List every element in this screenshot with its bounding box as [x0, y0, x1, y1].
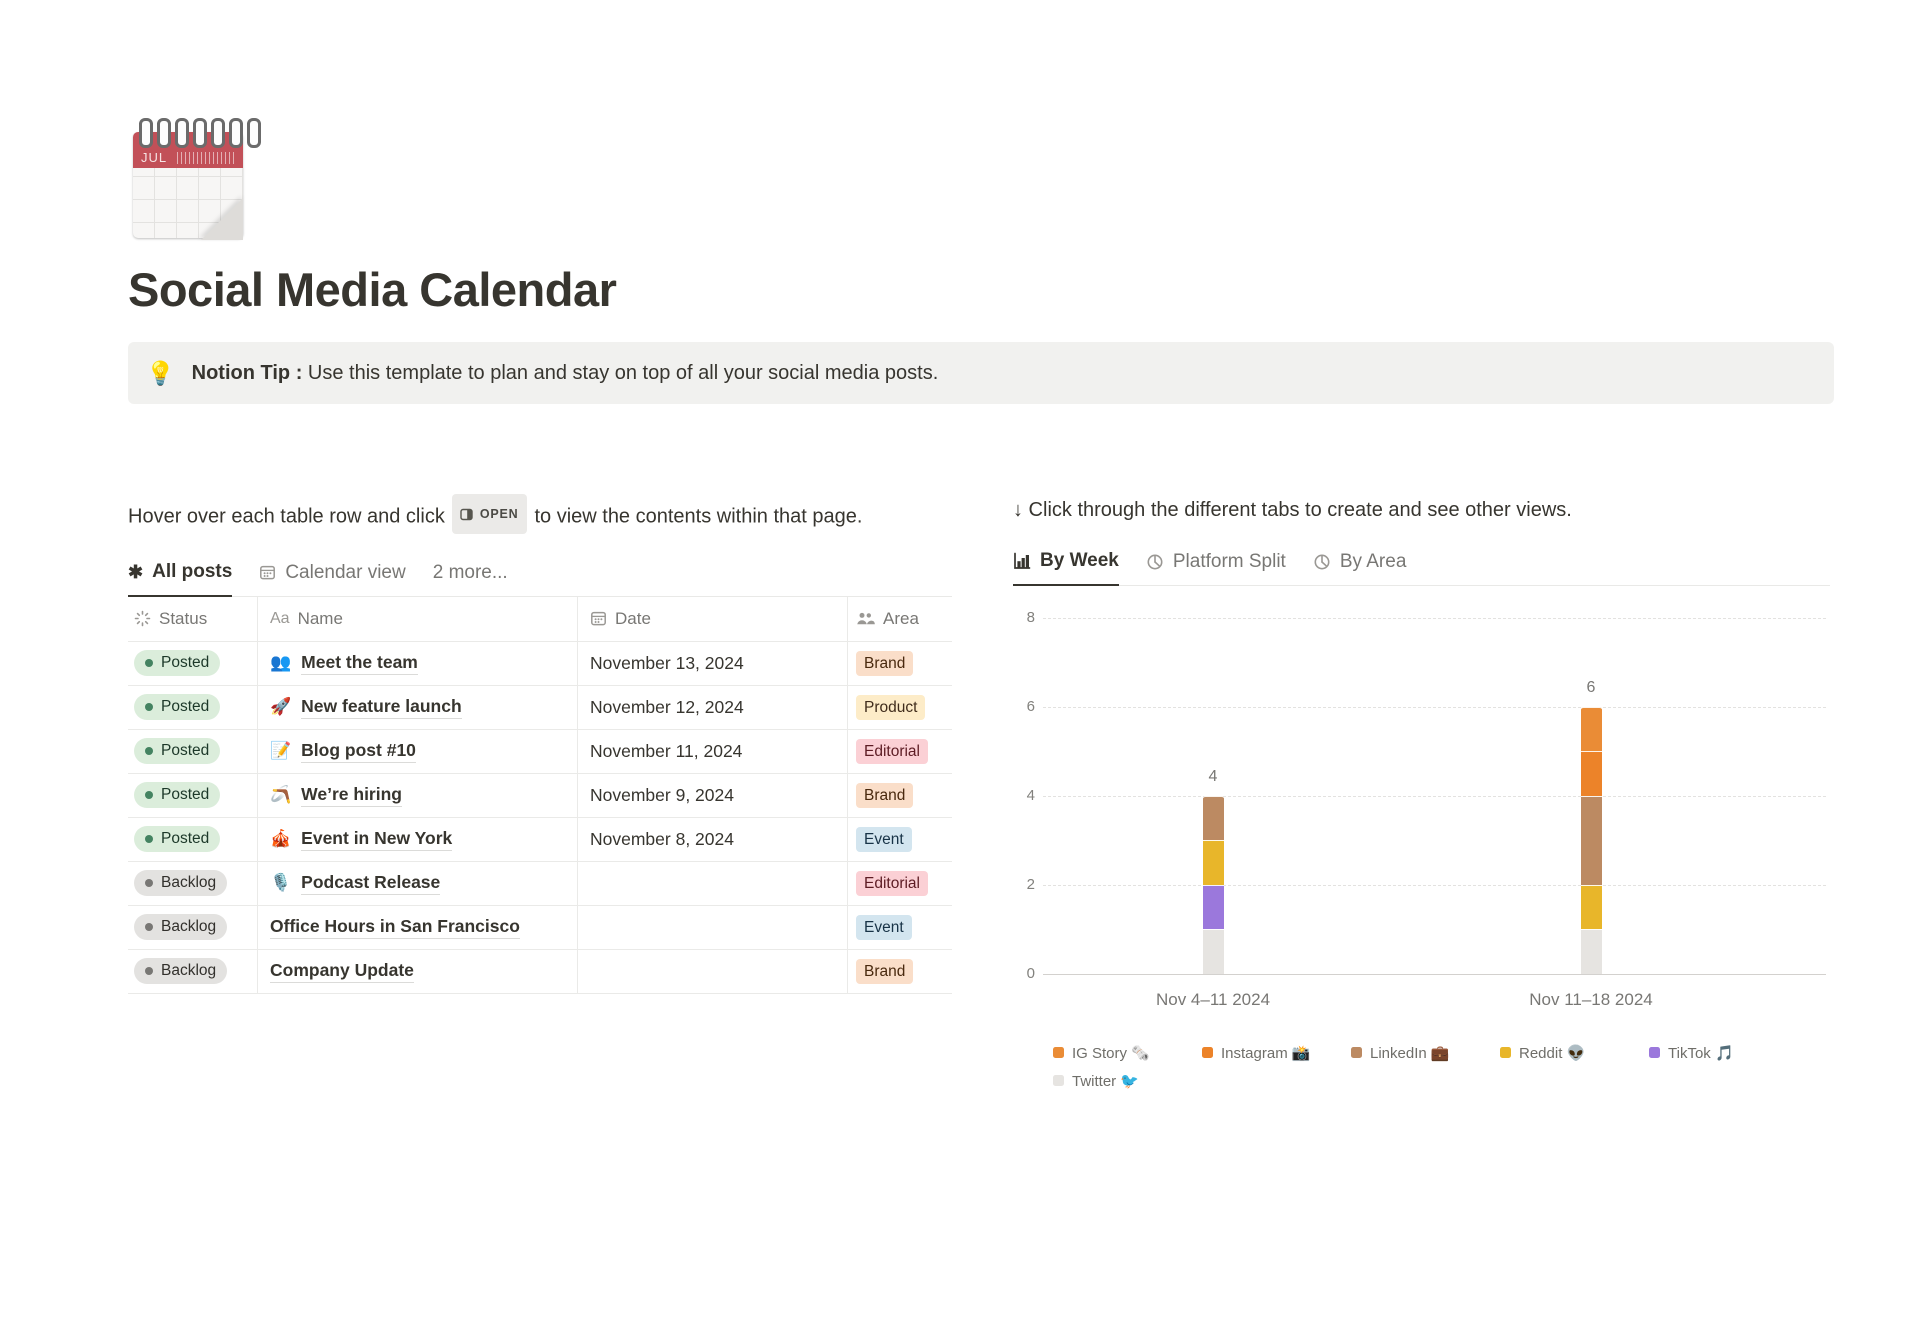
y-axis-tick-label: 2 — [1026, 875, 1035, 893]
asterisk-icon: ✱ — [128, 562, 144, 582]
status-badge: Posted — [134, 650, 220, 676]
side-peek-icon — [460, 508, 473, 521]
page-emoji-icon: 📝 — [270, 741, 292, 760]
status-badge: Posted — [134, 782, 220, 808]
tab-calendar-view[interactable]: Calendar view — [259, 562, 405, 596]
date-cell[interactable] — [578, 642, 848, 685]
date-value: November 11, 2024 — [590, 740, 743, 761]
calendar-month-label: JUL — [141, 150, 168, 165]
date-cell[interactable] — [578, 730, 848, 773]
page — [128, 118, 1834, 1090]
table-header — [128, 597, 952, 642]
legend-item[interactable] — [1649, 1044, 1798, 1062]
table-body — [128, 642, 952, 994]
area-cell[interactable] — [848, 950, 952, 993]
bar-segment[interactable] — [1203, 929, 1224, 974]
bar-total-label: 6 — [1586, 678, 1596, 696]
y-axis-tick-label: 6 — [1026, 697, 1035, 715]
legend-label: Instagram 📸 — [1221, 1044, 1311, 1062]
area-tag: Brand — [856, 959, 913, 984]
legend-label: Reddit 👽 — [1519, 1044, 1586, 1062]
status-badge: Posted — [134, 826, 220, 852]
status-dot-icon — [145, 879, 153, 887]
chart-tabs — [1013, 550, 1830, 586]
area-tag: Editorial — [856, 871, 928, 896]
bar-segment[interactable] — [1581, 885, 1602, 930]
area-cell[interactable] — [848, 818, 952, 861]
name-cell[interactable] — [258, 642, 578, 685]
status-spinner-icon — [134, 610, 151, 627]
bar-segment[interactable] — [1203, 796, 1224, 841]
legend-swatch-icon — [1649, 1047, 1660, 1058]
chart-instruction: ↓ Click through the different tabs to create and see other views. — [1013, 499, 1572, 521]
page-link[interactable]: Meet the team — [301, 652, 418, 675]
pie-chart-icon — [1313, 553, 1331, 571]
name-cell[interactable] — [258, 906, 578, 949]
y-axis-tick-label: 0 — [1026, 964, 1035, 982]
name-cell[interactable] — [258, 950, 578, 993]
y-axis-tick-label: 4 — [1026, 786, 1035, 804]
name-cell[interactable] — [258, 862, 578, 905]
y-axis-tick-label: 8 — [1026, 608, 1035, 626]
legend-swatch-icon — [1351, 1047, 1362, 1058]
status-cell[interactable] — [128, 906, 258, 949]
area-cell[interactable] — [848, 730, 952, 773]
legend-swatch-icon — [1202, 1047, 1213, 1058]
name-cell[interactable] — [258, 730, 578, 773]
date-cell[interactable] — [578, 950, 848, 993]
area-tag: Brand — [856, 651, 913, 676]
gridline — [1043, 707, 1826, 708]
legend-label: Twitter 🐦 — [1072, 1072, 1140, 1090]
lightbulb-icon: 💡 — [146, 360, 175, 386]
area-tag: Event — [856, 915, 912, 940]
x-axis-tick-label: Nov 11–18 2024 — [1529, 989, 1653, 1009]
name-cell[interactable] — [258, 818, 578, 861]
status-cell[interactable] — [128, 686, 258, 729]
page-emoji-icon: 🎙️ — [270, 873, 292, 892]
tab-all-posts[interactable]: ✱ All posts — [128, 561, 232, 597]
name-cell[interactable] — [258, 774, 578, 817]
legend-swatch-icon — [1053, 1047, 1064, 1058]
view-tabs — [128, 561, 952, 597]
column-header-status[interactable]: Status — [128, 597, 258, 641]
status-cell[interactable] — [128, 818, 258, 861]
table-row[interactable] — [128, 730, 952, 774]
status-dot-icon — [145, 659, 153, 667]
date-value: November 12, 2024 — [590, 696, 744, 717]
chart-section — [1013, 474, 1830, 1090]
gridline — [1043, 885, 1826, 886]
legend-swatch-icon — [1053, 1075, 1064, 1086]
table-row[interactable] — [128, 642, 952, 686]
bar-segment[interactable] — [1203, 885, 1224, 930]
legend-label: TikTok 🎵 — [1668, 1044, 1734, 1062]
date-value: November 9, 2024 — [590, 784, 734, 805]
notion-tip-callout — [128, 342, 1834, 404]
name-cell[interactable] — [258, 686, 578, 729]
text-icon: Aa — [270, 609, 290, 627]
status-dot-icon — [145, 703, 153, 711]
legend-item[interactable] — [1053, 1044, 1202, 1062]
column-header-name[interactable]: Aa Name — [258, 597, 578, 641]
status-dot-icon — [145, 923, 153, 931]
date-value: November 13, 2024 — [590, 652, 744, 673]
table-row[interactable] — [128, 774, 952, 818]
page-link[interactable]: Company Update — [270, 960, 414, 983]
area-cell[interactable] — [848, 906, 952, 949]
area-tag: Event — [856, 827, 912, 852]
bar-segment[interactable] — [1203, 840, 1224, 885]
table-row[interactable] — [128, 686, 952, 730]
tab-platform-split[interactable]: Platform Split — [1146, 551, 1286, 585]
page-link[interactable]: Event in New York — [301, 828, 452, 851]
page-link[interactable]: New feature launch — [301, 696, 461, 719]
table-instruction: Hover over each table row and click OPEN to view the contents within that page. — [128, 494, 928, 534]
people-icon — [856, 611, 875, 626]
legend-item[interactable] — [1202, 1044, 1351, 1062]
chart-legend — [1053, 1044, 1813, 1090]
table-row[interactable] — [128, 906, 952, 950]
page-link[interactable]: We’re hiring — [301, 784, 402, 807]
date-cell[interactable] — [578, 906, 848, 949]
calendar-fold-corner — [201, 198, 243, 240]
legend-item[interactable] — [1351, 1044, 1500, 1062]
status-dot-icon — [145, 791, 153, 799]
status-cell[interactable] — [128, 950, 258, 993]
status-badge: Backlog — [134, 958, 227, 984]
date-cell[interactable] — [578, 774, 848, 817]
calendar-icon — [259, 564, 276, 581]
table-row[interactable] — [128, 950, 952, 994]
calendar-icon — [590, 610, 607, 627]
column-header-area[interactable]: Area — [848, 597, 952, 641]
status-cell[interactable] — [128, 774, 258, 817]
x-axis-tick-label: Nov 4–11 2024 — [1155, 989, 1271, 1009]
area-cell[interactable] — [848, 862, 952, 905]
open-button[interactable]: OPEN — [452, 494, 528, 534]
status-dot-icon — [145, 747, 153, 755]
table-row[interactable] — [128, 818, 952, 862]
status-cell[interactable] — [128, 730, 258, 773]
page-emoji-icon: 🚀 — [270, 697, 292, 716]
area-cell[interactable] — [848, 686, 952, 729]
area-tag: Brand — [856, 783, 913, 808]
date-cell[interactable] — [578, 818, 848, 861]
calendar-rings — [139, 118, 261, 148]
status-badge: Posted — [134, 738, 220, 764]
column-header-date[interactable]: Date — [578, 597, 848, 641]
status-cell[interactable] — [128, 862, 258, 905]
bar-segment[interactable] — [1581, 751, 1602, 796]
status-dot-icon — [145, 967, 153, 975]
date-cell[interactable] — [578, 686, 848, 729]
page-emoji-icon: 🪃 — [270, 785, 292, 804]
pie-chart-icon — [1146, 553, 1164, 571]
legend-item[interactable] — [1053, 1072, 1202, 1090]
page-icon-calendar[interactable] — [133, 118, 243, 240]
tab-by-week[interactable]: By Week — [1013, 550, 1119, 586]
legend-item[interactable] — [1500, 1044, 1649, 1062]
page-link[interactable]: Blog post #10 — [301, 740, 416, 763]
legend-label: IG Story 🗞️ — [1072, 1044, 1150, 1062]
gridline — [1043, 796, 1826, 797]
page-emoji-icon: 🎪 — [270, 829, 292, 848]
page-title: Social Media Calendar — [128, 263, 617, 316]
status-badge: Posted — [134, 694, 220, 720]
bar-segment[interactable] — [1581, 707, 1602, 752]
area-tag: Editorial — [856, 739, 928, 764]
legend-swatch-icon — [1500, 1047, 1511, 1058]
tab-by-area[interactable]: By Area — [1313, 551, 1407, 585]
x-axis-line — [1043, 974, 1826, 975]
bar-chart — [1013, 586, 1830, 1022]
area-cell[interactable] — [848, 642, 952, 685]
callout-text: Notion Tip : Use this template to plan and stay on top of all your social media posts. — [191, 362, 939, 384]
tab-more-views[interactable]: 2 more... — [432, 561, 508, 583]
status-cell[interactable] — [128, 642, 258, 685]
date-value: November 8, 2024 — [590, 828, 734, 849]
bar-chart-icon — [1013, 552, 1031, 570]
page-link[interactable]: Podcast Release — [301, 872, 440, 895]
legend-label: LinkedIn 💼 — [1370, 1044, 1450, 1062]
date-cell[interactable] — [578, 862, 848, 905]
bar-segment[interactable] — [1581, 796, 1602, 885]
status-badge: Backlog — [134, 914, 227, 940]
bar-segment[interactable] — [1581, 929, 1602, 974]
table-row[interactable] — [128, 862, 952, 906]
page-emoji-icon: 👥 — [270, 653, 292, 672]
page-link[interactable]: Office Hours in San Francisco — [270, 916, 520, 939]
area-cell[interactable] — [848, 774, 952, 817]
table-section — [128, 474, 952, 1090]
bar-total-label: 4 — [1208, 767, 1218, 785]
area-tag: Product — [856, 695, 925, 720]
gridline — [1043, 618, 1826, 619]
status-dot-icon — [145, 835, 153, 843]
status-badge: Backlog — [134, 870, 227, 896]
